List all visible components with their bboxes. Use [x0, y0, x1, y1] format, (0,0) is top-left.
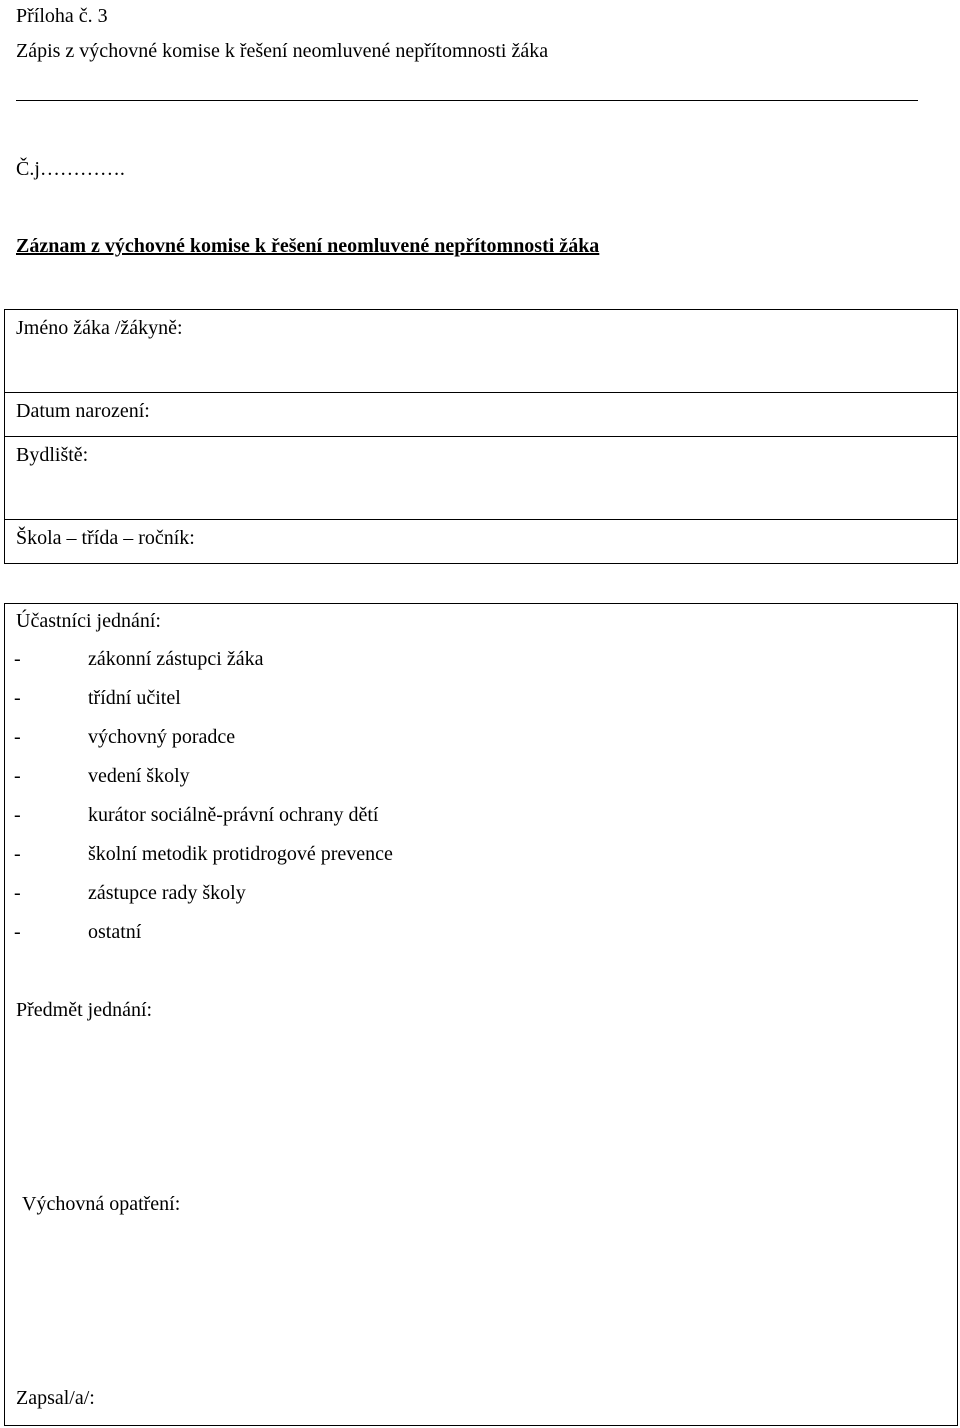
recorder-label: Zapsal/a/:	[16, 1387, 95, 1409]
list-bullet: -	[14, 765, 21, 787]
participant-item: třídní učitel	[88, 687, 181, 709]
participant-item: zákonní zástupci žáka	[88, 648, 264, 670]
list-bullet: -	[14, 843, 21, 865]
participant-item: výchovný poradce	[88, 726, 236, 748]
annex-label: Příloha č. 3	[16, 5, 108, 27]
participants-label: Účastníci jednání:	[16, 610, 161, 632]
participant-item: školní metodik protidrogové prevence	[88, 843, 393, 865]
list-bullet: -	[14, 804, 21, 826]
subject-label: Předmět jednání:	[16, 999, 153, 1021]
birth-date-label: Datum narození:	[16, 400, 150, 422]
row-divider	[4, 519, 958, 520]
header-divider	[16, 100, 918, 101]
row-divider	[4, 436, 958, 437]
student-name-label: Jméno žáka /žákyně:	[16, 317, 183, 339]
school-class-label: Škola – třída – ročník:	[16, 527, 195, 549]
reference-number: Č.j………….	[16, 158, 125, 180]
participant-item: vedení školy	[88, 765, 190, 787]
list-bullet: -	[14, 921, 21, 943]
residence-label: Bydliště:	[16, 444, 89, 466]
list-bullet: -	[14, 726, 21, 748]
list-bullet: -	[14, 687, 21, 709]
participant-item: zástupce rady školy	[88, 882, 246, 904]
list-bullet: -	[14, 648, 21, 670]
record-title: Záznam z výchovné komise k řešení neomluvené nepřítomnosti žáka	[16, 235, 600, 257]
document-title: Zápis z výchovné komise k řešení neomluvené nepřítomnosti žáka	[16, 40, 549, 62]
participant-item: ostatní	[88, 921, 142, 943]
measures-label: Výchovná opatření:	[22, 1193, 181, 1215]
participant-item: kurátor sociálně-právní ochrany dětí	[88, 804, 379, 826]
list-bullet: -	[14, 882, 21, 904]
row-divider	[4, 392, 958, 393]
